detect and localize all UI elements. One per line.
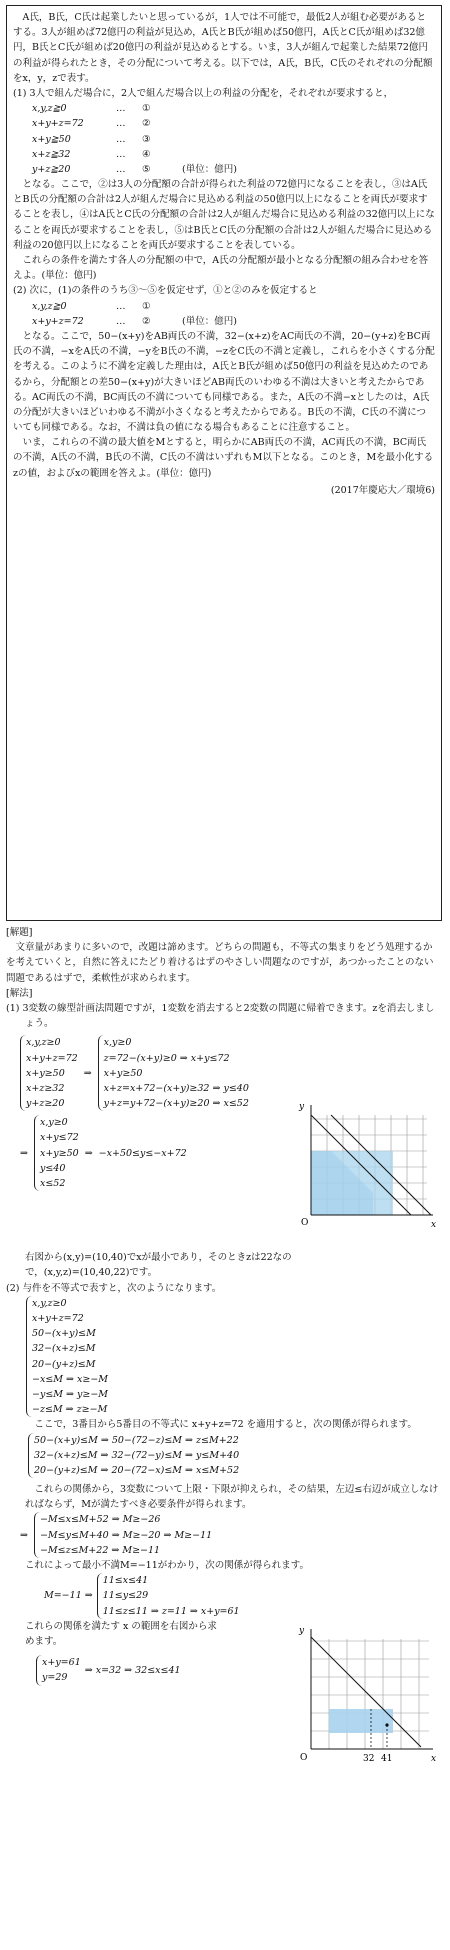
math-line: 32−(x+z)≤M ⇒ 32−(72−y)≤M ⇒ y≤M+40 <box>34 1449 240 1461</box>
x-axis-label-2: x <box>431 1753 437 1764</box>
solution-2-mid3: これによって最小不満M=−11がわかり，次の関係が得られます。 <box>25 1560 309 1571</box>
condition-dots: … <box>116 315 126 327</box>
math-line: x,y≥0 <box>103 1037 132 1049</box>
problem-intro: A氏，B氏，C氏は起業したいと思っているが，1人では不可能で，最低2人が組む必要があるとする。3人が組めば72億円の利益が見込め，A氏とB氏が組めば50億円，A氏とC氏が組めば32億円，B氏とC氏が組めば20億円の利益が見込めるとする。いま，3人が組んで起業した結果72億円の利益が得られたとき，その分配について考える。以下では，A氏，B氏，C氏のそれぞれの分配額をx，y，zで表す。 <box>13 12 433 84</box>
question-1-ask: これらの条件を満たす各人の分配額の中で，A氏の分配額が最小となる分配額の組み合わせを答えよ。(単位：億円) <box>13 255 429 282</box>
method-heading: [解法] <box>6 987 33 999</box>
condition-expr: x+z≧32 <box>32 148 71 160</box>
question-2-body: となる。ここで，50−(x+y)をAB両氏の不満，32−(x+z)をAC両氏の不満，20−(y+z)をBC両氏の不満，−xをA氏の不満，−yをB氏の不満，−zをC氏の不満と定義し，これらを小さくする分配を考える。このように不満を定義した理由は，A氏とB氏が組めば50億円の利益を見込めたのであるから，分配額との差50−(x+y)が大きいほどAB両氏のいわゆる不満は大きいと考えたからである。AC両氏の不満，BC両氏の不満についても同様である。また，A氏の不満−xとしたのは，A氏の分配が大きいほどいわゆる不満が小さくなると考えたからである。B氏の不満，C氏の不満についても同様である。なお，不満は負の値になる場合もあることに注意すること。 <box>13 330 435 434</box>
math-line: x+z=x+72−(x+y)≥32 ⇒ y≤40 <box>103 1082 249 1094</box>
substitution-relations <box>28 1433 442 1479</box>
solution-2-intro: (2) 与件を不等式で表すと，次のようになります。 <box>6 1282 222 1294</box>
condition-dots: … <box>116 118 126 130</box>
condition-list <box>13 101 435 177</box>
range-relations <box>97 1573 240 1619</box>
region-result: −x+50≤y≤−x+72 <box>98 1147 187 1159</box>
math-line: x,y,z≥0 <box>26 1037 61 1049</box>
condition-expr: x+y+z=72 <box>32 315 84 327</box>
solution-1-answer: 右図から(x,y)=(10,40)でxが最小であり，そのときzは22なので，(x,y,z)=(10,40,22)です。 <box>25 1252 292 1279</box>
condition-num: ② <box>142 315 151 327</box>
condition-expr: x,y,z≧0 <box>32 300 67 312</box>
condition-row <box>32 132 435 147</box>
condition-expr: x,y,z≧0 <box>32 103 67 115</box>
condition-row <box>32 162 435 177</box>
reduced-brace-2 <box>34 1115 79 1191</box>
final-step <box>6 1619 442 1779</box>
condition-num: ③ <box>142 133 151 145</box>
condition-dots: … <box>116 133 126 145</box>
math-line: 11≤y≤29 <box>102 1590 149 1602</box>
math-line: x+y+z=72 <box>32 1313 84 1324</box>
math-line: 20−(y+z)≤M ⇒ 20−(72−x)≤M ⇒ x≤M+52 <box>34 1464 240 1476</box>
condition-num: ① <box>142 300 151 312</box>
solution-2-mid2: これらの関係から，3変数について上限・下限が抑えられ，その結果，左辺≤右辺が成立しなければならず，Mが満たすべき必要条件が得られます。 <box>25 1484 439 1511</box>
x-range-graph <box>291 1619 441 1769</box>
math-line: −y≤M ⇒ y≥−M <box>32 1388 109 1400</box>
math-line: 50−(x+y)≤M <box>32 1328 96 1340</box>
math-line: 11≤z≤11 ⇒ z=11 ⇒ x+y=61 <box>102 1605 240 1617</box>
math-line: z=72−(x+y)≥0 ⇒ x+y≤72 <box>103 1052 230 1064</box>
math-line: −z≤M ⇒ z≥−M <box>32 1404 108 1416</box>
y-axis-label: y <box>299 1102 305 1113</box>
math-line: y+z=y+72−(x+y)≥20 ⇒ x≤52 <box>103 1098 249 1110</box>
math-line: 11≤x≤41 <box>102 1575 149 1587</box>
math-line: x+y≥50 <box>26 1067 65 1079</box>
math-line: 32−(x+z)≤M <box>32 1343 96 1355</box>
math-line: y+z≥20 <box>26 1098 65 1110</box>
fuman-inequalities <box>26 1296 442 1418</box>
math-line: −M≤z≤M+22 ⇒ M≥−11 <box>39 1544 161 1556</box>
final-brace <box>36 1655 81 1685</box>
question-2: (2) 次に，(1)の条件のうち③～⑤を仮定せず，①と②のみを仮定すると <box>13 285 318 297</box>
math-line: −M≤y≤M+40 ⇒ M≥−20 ⇒ M≥−11 <box>39 1529 213 1541</box>
solution-section: [解題] 文章量があまりに多いので，改題は諦めます。どちらの問題も，不等式の集まりをどう処理するかを考えていくと，自然に答えにたどり着けるはずのやさしい問題なのですが，あつかったことのない問題であるはずで，柔軟性が求められます。 [解法] (1) 3変数の線型計画法問題ですが，1変数を消去すると2変数の問題に帰着できます。zを消去しましょう。 x,y,z≥0 x+y+z=72 x+y≥50 x+z≥32 y+z≥20 ⇒ x,y≥0 z=72−(x+y)≥0 ⇒ x+y≤72 x+y≥50 x+z=x+72−(x+y)≥32 ⇒ y≤40 y+z=y+72−(x+y)≥20 ⇒ x≤52 ⇒ x,y≥0 x+y≤72 x+y≥50 y≤40 x≤52 ⇒ −x+50≤y≤−x+72 O x y 右図から(x,y)=(10,40)でxが最小であり，そのときzは22なので，(x,y,z)=(10,40,22)です。 (2) 与件を不等式で表すと，次のようになります。 x,y,z≥0 x+y+z=72 50−(x+y)≤M 32−(x+z)≤M 20−(y+z)≤M −x≤M ⇒ x≥−M −y≤M ⇒ y≥−M −z≤M ⇒ z≥−M ここで，3番目から5番目の不等式に x+y+z=72 を適用すると，次の関係が得られます。 50−(x+y)≤M ⇒ 50−(72−z)≤M ⇒ z≤M+22 32−(x+z)≤M ⇒ 32−(72−y)≤M ⇒ y≤M+40 20−(y+z)≤M ⇒ 20−(72−x)≤M ⇒ x≤M+52 これらの関係から，3変数について上限・下限が抑えられ，その結果，左辺≤右辺が成立しなければならず，Mが満たすべき必要条件が得られます。 ⇒ −M≤x≤M+52 ⇒ M≥−26 −M≤y≤M+40 ⇒ M≥−20 ⇒ M≥−11 −M≤z≤M+22 ⇒ M≥−11 これによって最小不満M=−11がわかり，次の関係が得られます。 M=−11 ⇒ 11≤x≤41 11≤y≤29 11≤z≤11 ⇒ z=11 ⇒ x+y=61 これらの関係を満たす x の範囲を右図から求めます。 x+y=61 y=29 ⇒ x=32 ⇒ 32≤x≤41 O 32 41 x y <box>6 925 442 1779</box>
problem-box <box>6 5 442 921</box>
math-line: y=29 <box>42 1672 68 1684</box>
math-line: y≤40 <box>39 1162 66 1174</box>
condition-num: ② <box>142 118 151 130</box>
math-line: x+y≤72 <box>39 1132 79 1144</box>
math-line: x+y≥50 <box>39 1147 79 1159</box>
x-axis-label: x <box>431 1220 437 1231</box>
math-line: x+y≥50 <box>103 1067 143 1079</box>
tick-label-32: 32 <box>363 1753 375 1764</box>
condition-list-2 <box>13 299 435 329</box>
final-answer: ⇒ x=32 ⇒ 32≤x≤41 <box>84 1664 181 1676</box>
tick-label-41: 41 <box>381 1753 393 1764</box>
origin-label-2: O <box>300 1752 308 1763</box>
math-line: x+z≥32 <box>26 1082 65 1094</box>
condition-num: ① <box>142 103 151 115</box>
question-2-ask: いま，これらの不満の最大値をMとすると，明らかにAB両氏の不満，AC両氏の不満，BC両氏の不満，A氏の不満，B氏の不満，C氏の不満はいずれもM以下となる。このとき，Mを最小化するzの値，およびxの範囲を答えよ。(単位：億円) <box>13 437 434 479</box>
condition-expr: x+y+z=72 <box>32 118 84 130</box>
condition-num: ⑤ <box>142 163 151 175</box>
condition-row <box>32 101 435 116</box>
y-axis-label-2: y <box>299 1625 305 1636</box>
solution-1-intro: (1) 3変数の線型計画法問題ですが，1変数を消去すると2変数の問題に帰着できます。zを消去しましょう。 <box>6 1002 435 1030</box>
elimination-step: x,y,z≥0 x+y+z=72 x+y≥50 x+z≥32 y+z≥20 ⇒ x,y≥0 z=72−(x+y)≥0 ⇒ x+y≤72 x+y≥50 x+z=x+72−(x+y)≥32 ⇒ y≤40 y+z=y+72−(x+y)≥20 ⇒ x≤52 <box>20 1035 442 1111</box>
condition-num: ④ <box>142 148 151 160</box>
solution-2-mid4: これらの関係を満たす x の範囲を右図から求めます。 <box>25 1620 217 1647</box>
math-line: x+y+z=72 <box>26 1052 78 1064</box>
condition-expr: y+z≧20 <box>32 163 71 175</box>
solution-2-mid: ここで，3番目から5番目の不等式に x+y+z=72 を適用すると，次の関係が得られます。 <box>34 1419 417 1431</box>
condition-dots: … <box>116 163 126 175</box>
math-line: −x≤M ⇒ x≥−M <box>32 1373 109 1385</box>
constraint-brace <box>20 1035 78 1111</box>
bound-relations <box>34 1512 212 1558</box>
math-line: 50−(x+y)≤M ⇒ 50−(72−z)≤M ⇒ z≤M+22 <box>34 1434 239 1446</box>
region-step: ⇒ x,y≥0 x+y≤72 x+y≥50 y≤40 x≤52 ⇒ −x+50≤y≤−x+72 O x y <box>6 1115 442 1250</box>
condition-dots: … <box>116 300 126 312</box>
condition-expr: x+y≧50 <box>32 133 71 145</box>
condition-unit: (単位：億円) <box>182 163 237 175</box>
comment-text: 文章量があまりに多いので，改題は諦めます。どちらの問題も，不等式の集まりをどう処理するかを考えていくと，自然に答えにたどり着けるはずのやさしい問題なのですが，あつかったことのない問題であるはずで，柔軟性が求められます。 <box>6 942 434 984</box>
math-line: x≤52 <box>39 1178 66 1189</box>
condition-row <box>32 314 435 329</box>
math-line: −M≤x≤M+52 ⇒ M≥−26 <box>39 1514 161 1526</box>
minimum-m: M=−11 ⇒ <box>44 1590 93 1602</box>
math-line: 20−(y+z)≤M <box>32 1358 96 1370</box>
math-line: x+y=61 <box>42 1657 81 1669</box>
question-1-body: となる。ここで，②は3人の分配額の合計が得られた利益の72億円になることを表し，③はA氏とB氏の分配額の合計は2人が組んだ場合に見込める利益の50億円以上になることを両氏が要求することを表し，④はA氏とC氏の分配額の合計は2人が組んだ場合に見込める利益の32億円以上になることを両氏が要求することを表し，⑤はB氏とC氏の分配額の合計は2人が組んだ場合に見込める利益の20億円以上になることを両氏が要求することを表している。 <box>13 179 435 251</box>
condition-row <box>32 147 435 162</box>
feasible-region-graph <box>291 1095 441 1235</box>
condition-unit: (単位：億円) <box>182 315 237 327</box>
condition-dots: … <box>116 148 126 160</box>
source-citation: (2017年慶応大／環境6) <box>330 484 435 496</box>
origin-label: O <box>301 1218 309 1229</box>
math-line: x,y≥0 <box>39 1117 68 1129</box>
reduced-brace <box>98 1035 249 1111</box>
math-line: x,y,z≥0 <box>32 1297 67 1309</box>
condition-row <box>32 116 435 131</box>
condition-dots: … <box>116 103 126 115</box>
comment-heading: [解題] <box>6 927 33 938</box>
condition-row <box>32 299 435 314</box>
question-1: (1) 3人で組んだ場合に，2人で組んだ場合以上の利益の分配を，それぞれが要求すると， <box>13 87 394 99</box>
